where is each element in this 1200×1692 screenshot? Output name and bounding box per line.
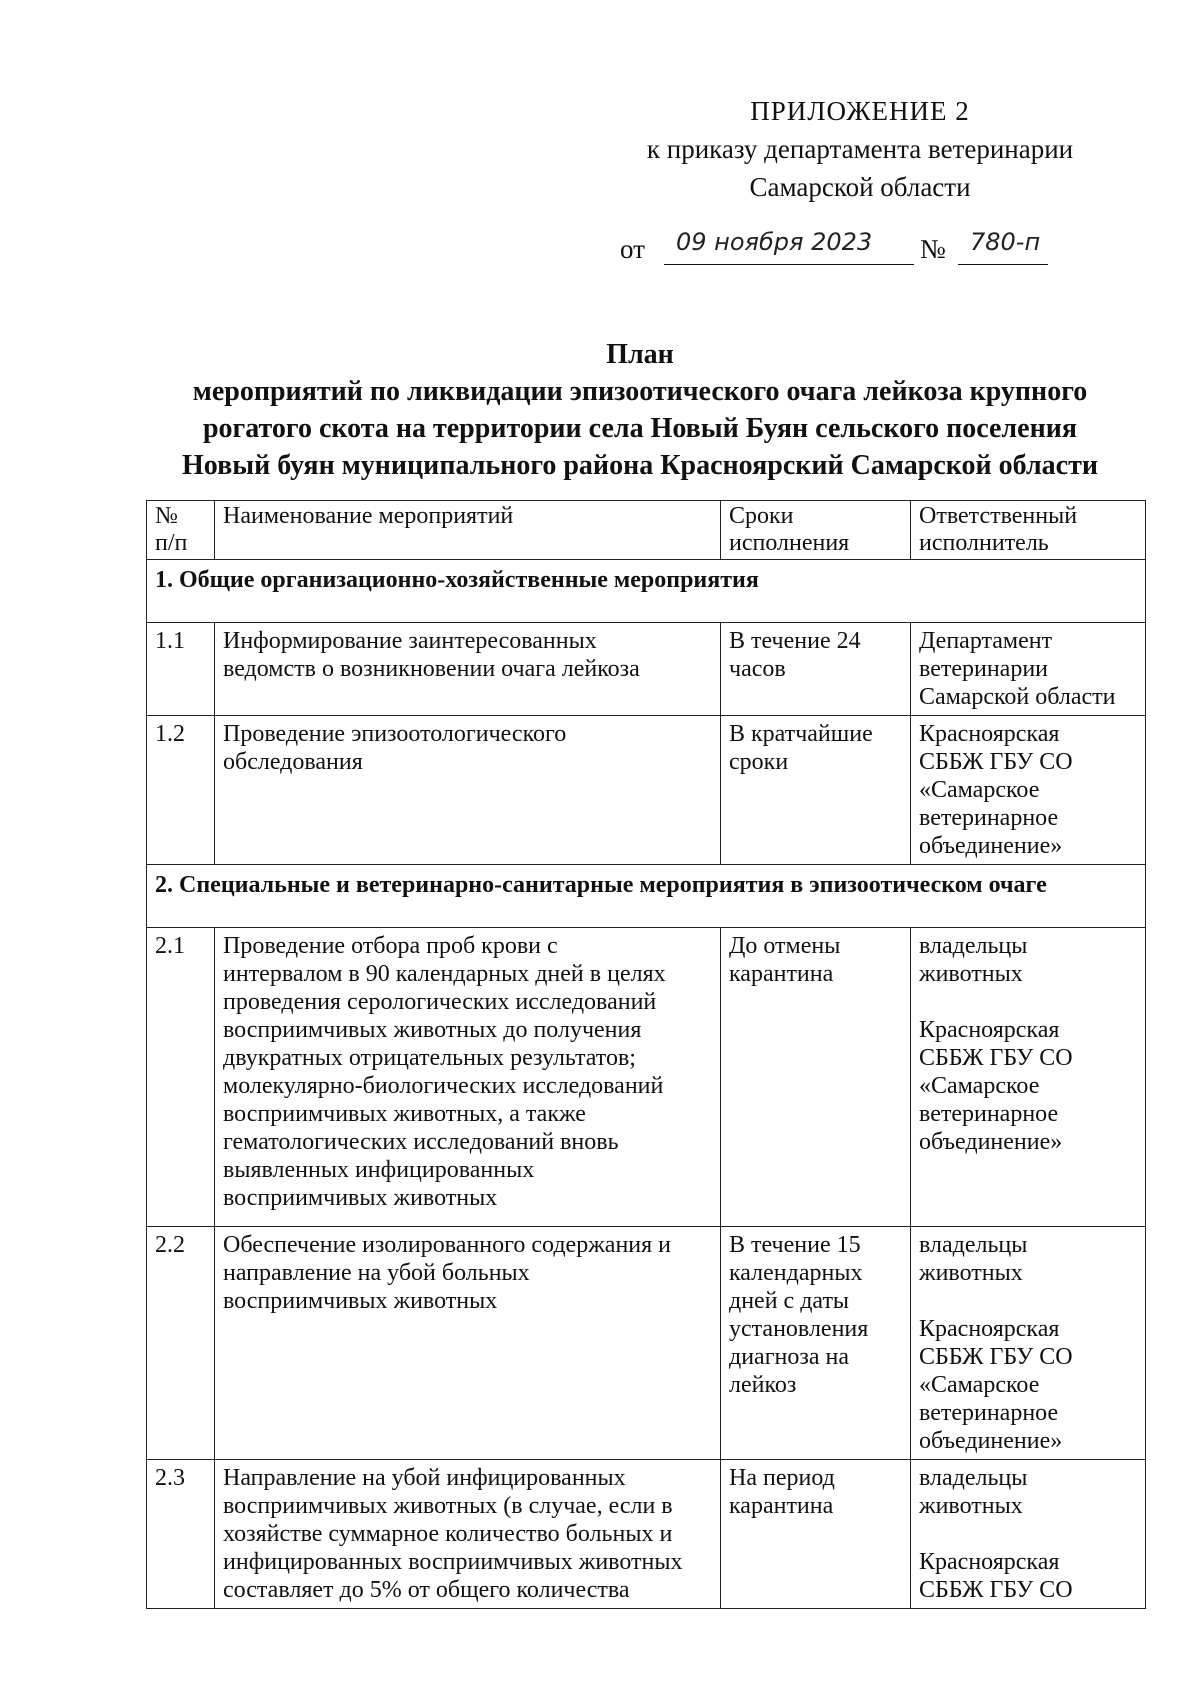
- cell-line: ветеринарии: [919, 656, 1049, 682]
- cell-line: Информирование заинтересованных: [223, 628, 597, 654]
- section-title: 2. Специальные и ветеринарно-санитарные мероприятия в эпизоотическом очаге: [147, 865, 1146, 928]
- row-number: 2.3: [147, 1460, 215, 1609]
- cell-line: Направление на убой инфицированных: [223, 1465, 626, 1491]
- order-date-handwritten: 09 ноября 2023: [676, 228, 873, 256]
- header-text: Наименование мероприятий: [223, 503, 514, 529]
- order-from-label: от: [620, 234, 645, 264]
- section-row: [147, 560, 1146, 623]
- cell-line: До отмены: [729, 933, 841, 959]
- plan-subtitle-line: мероприятий по ликвидации эпизоотического очага лейкоза крупного: [192, 376, 1088, 407]
- cell-line: лейкоз: [729, 1372, 797, 1398]
- cell-line: хозяйстве суммарное количество больных и: [223, 1521, 673, 1547]
- cell-line: сроки: [729, 749, 789, 775]
- plan-title: План: [606, 339, 674, 370]
- cell-line: восприимчивых животных до получения: [223, 1017, 642, 1043]
- row-number: 1.1: [147, 623, 215, 716]
- header-terms: [721, 501, 911, 560]
- cell-line: восприимчивых животных: [223, 1185, 498, 1211]
- row-terms: [721, 1460, 911, 1609]
- header-responsible: [911, 501, 1146, 560]
- header-text: исполнитель: [919, 530, 1049, 556]
- cell-line: проведения серологических исследований: [223, 989, 657, 1015]
- cell-line: объединение»: [919, 833, 1063, 859]
- cell-line: СББЖ ГБУ СО: [919, 1577, 1073, 1603]
- order-number-label: №: [920, 234, 946, 264]
- cell-line: Обеспечение изолированного содержания и: [223, 1232, 672, 1258]
- cell-line: объединение»: [919, 1129, 1063, 1155]
- cell-line: животных: [919, 1493, 1023, 1519]
- row-name: [215, 716, 721, 865]
- cell-line: карантина: [729, 1493, 834, 1519]
- cell-line: В кратчайшие: [729, 721, 873, 747]
- row-terms: [721, 716, 911, 865]
- cell-line: владельцы: [919, 933, 1028, 959]
- cell-line: молекулярно-биологических исследований: [223, 1073, 664, 1099]
- order-number-handwritten: 780-п: [970, 228, 1041, 256]
- cell-line: направление на убой больных: [223, 1260, 530, 1286]
- cell-line: животных: [919, 961, 1023, 987]
- cell-line: Красноярская: [919, 1316, 1060, 1342]
- section-title: 1. Общие организационно-хозяйственные мероприятия: [147, 560, 1146, 623]
- cell-line: ветеринарное: [919, 805, 1059, 831]
- cell-line: владельцы: [919, 1465, 1028, 1491]
- cell-line: «Самарское: [919, 777, 1040, 803]
- header-text: №: [155, 503, 178, 529]
- plan-table: [146, 500, 1146, 1609]
- cell-line: ветеринарное: [919, 1400, 1059, 1426]
- appendix-block: [600, 92, 1120, 206]
- cell-line: установления: [729, 1316, 869, 1342]
- cell-line: В течение 24: [729, 628, 861, 654]
- table-row: [147, 623, 1146, 716]
- cell-line: «Самарское: [919, 1073, 1040, 1099]
- cell-line: СББЖ ГБУ СО: [919, 749, 1073, 775]
- row-name: [215, 928, 721, 1227]
- row-responsible: [911, 623, 1146, 716]
- cell-line: Проведение эпизоотологического: [223, 721, 567, 747]
- appendix-line: к приказу департамента ветеринарии: [646, 134, 1074, 164]
- cell-line: Проведение отбора проб крови с: [223, 933, 558, 959]
- cell-line: Красноярская: [919, 1549, 1060, 1575]
- row-terms: [721, 1227, 911, 1460]
- cell-line: владельцы: [919, 1232, 1028, 1258]
- cell-line: объединение»: [919, 1428, 1063, 1454]
- row-name: [215, 623, 721, 716]
- table-row: [147, 1227, 1146, 1460]
- cell-line: календарных: [729, 1260, 863, 1286]
- cell-line: СББЖ ГБУ СО: [919, 1045, 1073, 1071]
- cell-line: восприимчивых животных, а также: [223, 1101, 586, 1127]
- cell-line: «Самарское: [919, 1372, 1040, 1398]
- cell-line: гематологических исследований вновь: [223, 1129, 619, 1155]
- cell-line: диагноза на: [729, 1344, 850, 1370]
- cell-line: ведомств о возникновении очага лейкоза: [223, 656, 640, 682]
- cell-line: двукратных отрицательных результатов;: [223, 1045, 636, 1071]
- table-row: [147, 928, 1146, 1227]
- row-number: 2.1: [147, 928, 215, 1227]
- cell-line: часов: [729, 656, 786, 682]
- row-responsible: [911, 1460, 1146, 1609]
- header-text: п/п: [155, 530, 188, 556]
- cell-line: восприимчивых животных (в случае, если в: [223, 1493, 673, 1519]
- row-responsible: [911, 928, 1146, 1227]
- table-row: [147, 1460, 1146, 1609]
- cell-line: Департамент: [919, 628, 1053, 654]
- cell-line: обследования: [223, 749, 363, 775]
- header-name: [215, 501, 721, 560]
- row-number: 1.2: [147, 716, 215, 865]
- order-reference: [620, 228, 1120, 268]
- header-text: Ответственный: [919, 503, 1078, 529]
- section-row: [147, 865, 1146, 928]
- cell-line: составляет до 5% от общего количества: [223, 1577, 630, 1603]
- cell-line: интервалом в 90 календарных дней в целях: [223, 961, 666, 987]
- cell-line: В течение 15: [729, 1232, 861, 1258]
- plan-title-block: [140, 336, 1140, 484]
- cell-line: животных: [919, 1260, 1023, 1286]
- cell-line: Красноярская: [919, 1017, 1060, 1043]
- row-number: 2.2: [147, 1227, 215, 1460]
- header-text: Сроки: [729, 503, 794, 529]
- plan-subtitle-line: Новый буян муниципального района Красноярский Самарской области: [182, 450, 1098, 481]
- cell-line: На период: [729, 1465, 835, 1491]
- cell-line: Красноярская: [919, 721, 1060, 747]
- table-header-row: [147, 501, 1146, 560]
- order-date-underline: [664, 264, 914, 265]
- row-name: [215, 1227, 721, 1460]
- row-name: [215, 1460, 721, 1609]
- header-num: [147, 501, 215, 560]
- table-row: [147, 716, 1146, 865]
- cell-line: Самарской области: [919, 684, 1116, 710]
- appendix-line: Самарской области: [749, 172, 971, 202]
- header-text: исполнения: [729, 530, 850, 556]
- cell-line: дней с даты: [729, 1288, 850, 1314]
- cell-line: карантина: [729, 961, 834, 987]
- cell-line: СББЖ ГБУ СО: [919, 1344, 1073, 1370]
- plan-subtitle-line: рогатого скота на территории села Новый Буян сельского поселения: [202, 413, 1077, 444]
- cell-line: инфицированных восприимчивых животных: [223, 1549, 683, 1575]
- row-terms: [721, 928, 911, 1227]
- row-responsible: [911, 1227, 1146, 1460]
- cell-line: ветеринарное: [919, 1101, 1059, 1127]
- cell-line: выявленных инфицированных: [223, 1157, 535, 1183]
- row-responsible: [911, 716, 1146, 865]
- order-number-underline: [958, 264, 1048, 265]
- cell-line: восприимчивых животных: [223, 1288, 498, 1314]
- row-terms: [721, 623, 911, 716]
- appendix-title: ПРИЛОЖЕНИЕ 2: [750, 96, 970, 126]
